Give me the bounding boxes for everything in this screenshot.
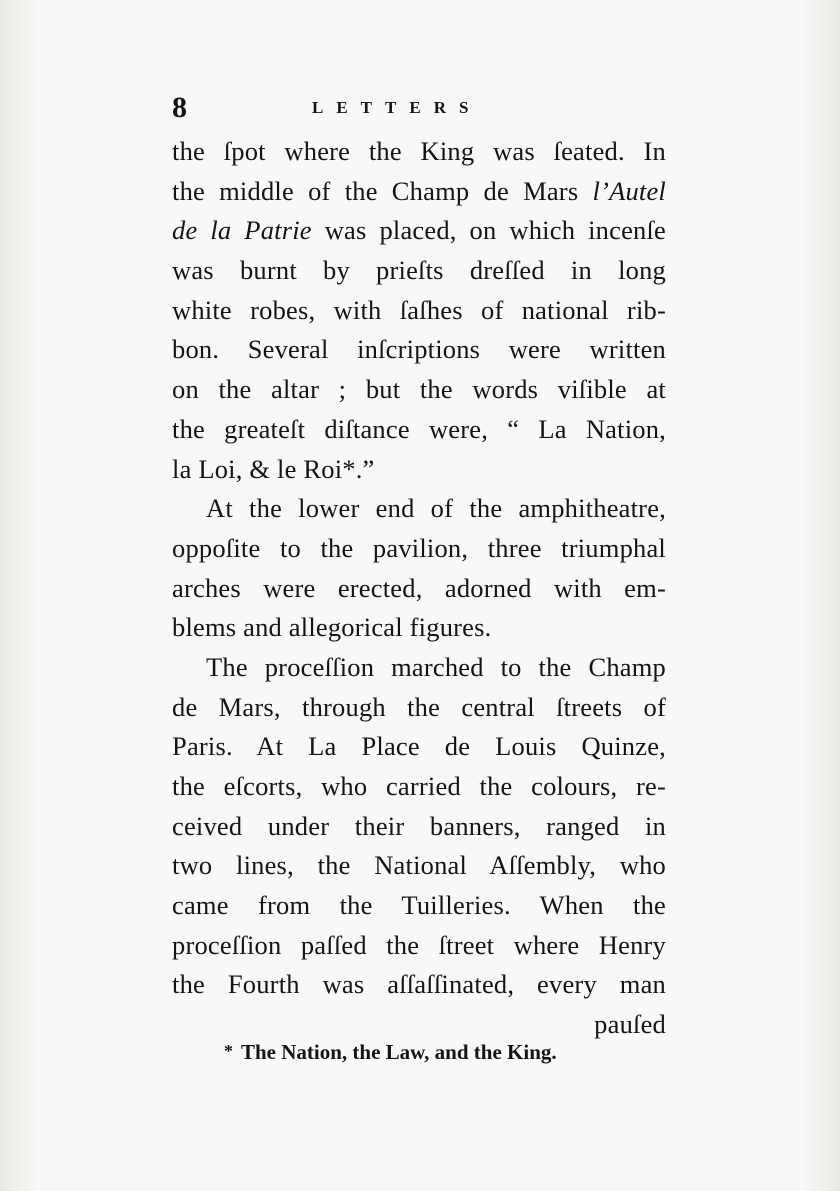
text-line: de Mars, through the central ſtreets of bbox=[172, 691, 666, 722]
text-line: came from the Tuilleries. When the bbox=[172, 890, 666, 921]
page-number: 8 bbox=[172, 91, 187, 124]
page-edge-shadow-right bbox=[800, 0, 840, 1191]
text-line: was burnt by prieſts dreſſed in long bbox=[172, 255, 666, 286]
text-line: the greateſt diſtance were, “ La Nation, bbox=[172, 413, 666, 444]
page-header bbox=[172, 90, 666, 126]
catchword: pauſed bbox=[594, 1009, 666, 1040]
text-line: white robes, with ſaſhes of national rib- bbox=[172, 294, 666, 325]
text-line: the ſpot where the King was ſeated. In bbox=[172, 136, 666, 166]
text-line: arches were erected, adorned with em- bbox=[172, 572, 666, 603]
paragraph-start-line: The proceſſion marched to the Champ bbox=[206, 651, 666, 682]
running-head: LETTERS bbox=[312, 98, 482, 117]
text-line: the Fourth was aſſaſſinated, every man bbox=[172, 969, 666, 1000]
text-run: the middle of the Champ de Mars bbox=[172, 175, 593, 206]
text-line: la Loi, & le Roi*.” bbox=[172, 453, 375, 484]
text-line: Paris. At La Place de Louis Quinze, bbox=[172, 731, 666, 762]
text-line: oppoſite to the pavilion, three triumphal bbox=[172, 532, 666, 563]
page-edge-shadow-left bbox=[0, 0, 40, 1191]
text-line bbox=[172, 211, 666, 251]
text-line: proceſſion paſſed the ſtreet where Henry bbox=[172, 929, 666, 960]
text-line: the eſcorts, who carried the colours, re- bbox=[172, 771, 666, 801]
text-run: was placed, on which incenſe bbox=[311, 215, 667, 246]
body-text bbox=[172, 132, 666, 1045]
footnote-mark: * bbox=[224, 1041, 233, 1061]
text-line: on the altar ; but the words viſible at bbox=[172, 374, 666, 405]
text-line bbox=[172, 172, 666, 212]
text-line: blems and allegorical figures. bbox=[172, 612, 492, 643]
text-line: ceived under their banners, ranged in bbox=[172, 810, 666, 841]
footnote-text: The Nation, the Law, and the King. bbox=[241, 1040, 557, 1064]
text-line: bon. Several inſcriptions were written bbox=[172, 334, 666, 365]
italic-phrase: l’Autel bbox=[592, 175, 666, 206]
footnote bbox=[224, 1040, 557, 1065]
text-line: two lines, the National Aſſembly, who bbox=[172, 850, 666, 881]
italic-phrase: de la Patrie bbox=[172, 215, 312, 246]
paragraph-start-line: At the lower end of the amphitheatre, bbox=[206, 493, 666, 524]
